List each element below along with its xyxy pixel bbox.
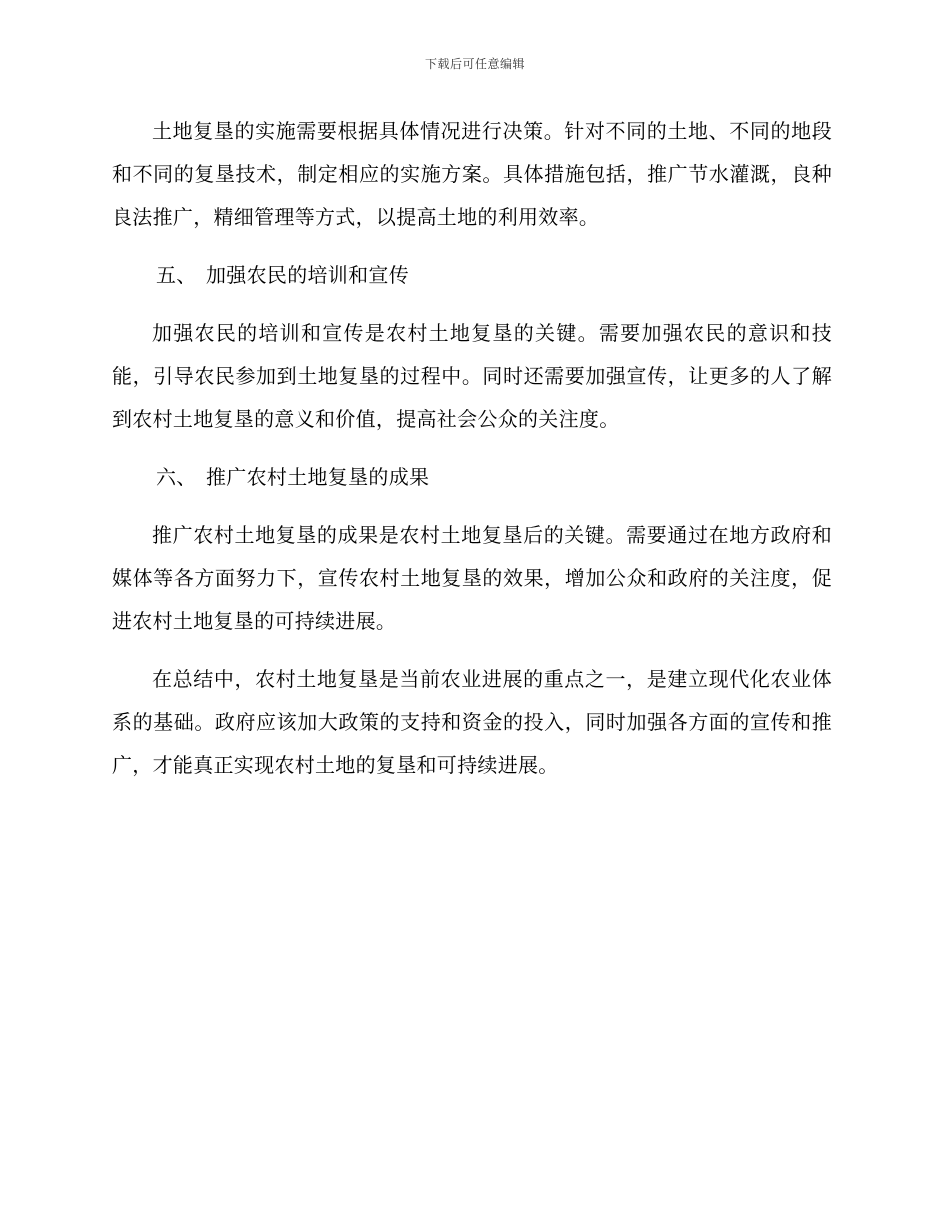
- paragraph-implementation: 土地复垦的实施需要根据具体情况进行决策。针对不同的土地、不同的地段和不同的复垦技术，制定相应的实施方案。具体措施包括，推广节水灌溉，良种良法推广，精细管理等方式，以提高土地的利用效率。: [112, 119, 832, 229]
- section-title: 加强农民的培训和宣传: [206, 263, 409, 287]
- paragraph-training: 加强农民的培训和宣传是农村土地复垦的关键。需要加强农民的意识和技能，引导农民参加到土地复垦的过程中。同时还需要加强宣传，让更多的人了解到农村土地复垦的意义和价值，提高社会公众的关注度。: [112, 321, 832, 431]
- section-heading-6: [112, 456, 832, 499]
- section-heading-5: [112, 254, 832, 297]
- paragraph-results: 推广农村土地复垦的成果是农村土地复垦后的关键。需要通过在地方政府和媒体等各方面努力下，宣传农村土地复垦的效果，增加公众和政府的关注度，促进农村土地复垦的可持续进展。: [112, 523, 832, 633]
- section-number: 五、: [156, 263, 197, 287]
- page-header: 下载后可任意编辑: [424, 57, 525, 71]
- paragraph-summary: 在总结中，农村土地复垦是当前农业进展的重点之一，是建立现代化农业体系的基础。政府应该加大政策的支持和资金的投入，同时加强各方面的宣传和推广，才能真正实现农村土地的复垦和可持续进展。: [112, 667, 832, 777]
- section-title: 推广农村土地复垦的成果: [206, 465, 430, 489]
- section-number: 六、: [156, 465, 197, 489]
- document-body: [112, 110, 832, 802]
